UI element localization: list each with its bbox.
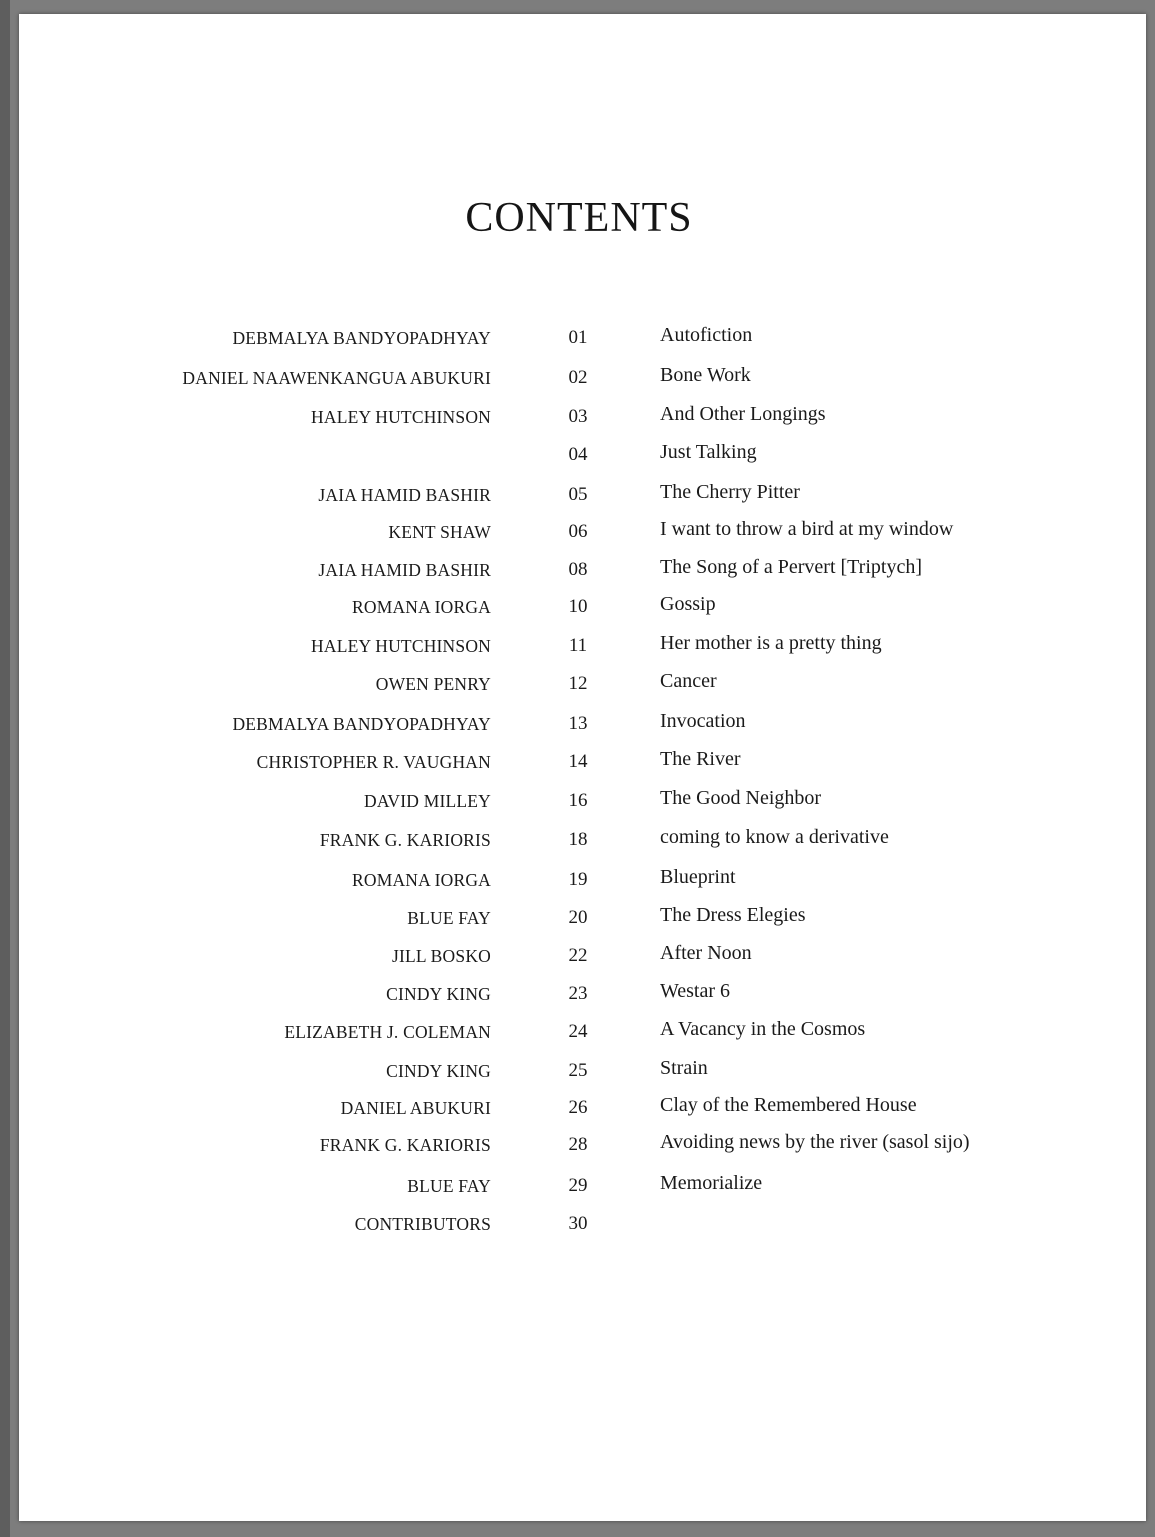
toc-entry-title: After Noon (660, 942, 752, 964)
toc-entry-author: CINDY KING (386, 984, 491, 1004)
toc-entry-page-number: 22 (568, 945, 588, 966)
toc-entry-title: Cancer (660, 670, 717, 692)
toc-entry-page-number: 14 (568, 751, 588, 772)
toc-entry-author: DAVID MILLEY (364, 791, 491, 811)
toc-entry-page-number: 18 (568, 829, 588, 850)
toc-entry (19, 364, 1146, 394)
toc-entry-title: The Good Neighbor (660, 787, 822, 809)
toc-entry-author: FRANK G. KARIORIS (319, 830, 491, 850)
toc-entry-page-number: 20 (568, 907, 588, 928)
toc-entry-author: DANIEL NAAWENKANGUA ABUKURI (182, 368, 491, 388)
toc-entry-title: coming to know a derivative (660, 826, 889, 848)
toc-entry-title: Westar 6 (660, 980, 731, 1002)
toc-entry (19, 1057, 1146, 1087)
toc-entry-author: HALEY HUTCHINSON (311, 407, 491, 427)
toc-entry (19, 441, 1146, 471)
toc-entry-page-number: 08 (568, 559, 588, 580)
toc-entry-page-number: 05 (568, 484, 588, 505)
toc-entry-author: JAIA HAMID BASHIR (318, 485, 491, 505)
toc-entry (19, 1210, 1146, 1240)
toc-entry (19, 942, 1146, 972)
toc-entry-author: CONTRIBUTORS (354, 1214, 491, 1234)
toc-entry-page-number: 01 (568, 327, 588, 348)
toc-entry (19, 904, 1146, 934)
toc-entry-author: BLUE FAY (407, 1176, 491, 1196)
toc-entry-title: Memorialize (660, 1172, 763, 1194)
toc-entry-author: DEBMALYA BANDYOPADHYAY (232, 328, 491, 348)
toc-entry (19, 632, 1146, 662)
toc-entry (19, 787, 1146, 817)
toc-entry-page-number: 19 (568, 869, 588, 890)
toc-entry-author: BLUE FAY (407, 908, 491, 928)
toc-entry-title: The Song of a Pervert [Triptych] (660, 556, 922, 578)
toc-entry-title: The Dress Elegies (660, 904, 806, 926)
toc-entry (19, 980, 1146, 1010)
toc-entry-page-number: 11 (568, 635, 588, 656)
toc-entry-page-number: 12 (568, 673, 588, 694)
toc-entry-page-number: 10 (568, 596, 588, 617)
toc-entry (19, 1172, 1146, 1202)
toc-entry-page-number: 04 (568, 444, 588, 465)
toc-entry-author: OWEN PENRY (375, 674, 491, 694)
document-page (19, 14, 1146, 1521)
toc-entry-author: CINDY KING (386, 1061, 491, 1081)
toc-entry-author: ROMANA IORGA (351, 597, 491, 617)
toc-entry-title: The Cherry Pitter (660, 481, 800, 503)
toc-entry-title: Clay of the Remembered House (660, 1094, 917, 1116)
toc-entry (19, 593, 1146, 623)
toc-entry-title: Bone Work (660, 364, 751, 386)
toc-entry-author: JAIA HAMID BASHIR (318, 560, 491, 580)
toc-entry-author: JILL BOSKO (391, 946, 491, 966)
toc-entry-title: Strain (660, 1057, 708, 1079)
toc-entry (19, 518, 1146, 548)
toc-entry-title: I want to throw a bird at my window (660, 518, 954, 540)
toc-entry (19, 710, 1146, 740)
toc-entry (19, 403, 1146, 433)
toc-entry-title: And Other Longings (660, 403, 826, 425)
toc-entry (19, 1131, 1146, 1161)
toc-entry-title: Autofiction (660, 324, 753, 346)
toc-entry-title: Avoiding news by the river (sasol sijo) (660, 1131, 970, 1153)
toc-entry (19, 556, 1146, 586)
toc-entry-title: Gossip (660, 593, 716, 615)
toc-entry-page-number: 24 (568, 1021, 588, 1042)
toc-entry-author: KENT SHAW (388, 522, 491, 542)
toc-entry (19, 1094, 1146, 1124)
toc-entry-page-number: 25 (568, 1060, 588, 1081)
toc-entry-page-number: 03 (568, 406, 588, 427)
toc-entry (19, 826, 1146, 856)
toc-entry-author: HALEY HUTCHINSON (311, 636, 491, 656)
toc-entry-page-number: 30 (568, 1213, 588, 1234)
toc-entry-page-number: 13 (568, 713, 588, 734)
toc-entry-author: CHRISTOPHER R. VAUGHAN (256, 752, 491, 772)
toc-entry (19, 481, 1146, 511)
toc-entry-author: ROMANA IORGA (351, 870, 491, 890)
toc-entry-author: DANIEL ABUKURI (340, 1098, 491, 1118)
page-title: CONTENTS (465, 195, 693, 241)
toc-entry-page-number: 29 (568, 1175, 588, 1196)
toc-entry-page-number: 16 (568, 790, 588, 811)
table-of-contents (19, 14, 1146, 1521)
toc-entry-title: Her mother is a pretty thing (660, 632, 882, 654)
toc-entry (19, 324, 1146, 354)
toc-entry-title: The River (660, 748, 741, 770)
toc-entry-page-number: 26 (568, 1097, 588, 1118)
toc-entry (19, 748, 1146, 778)
toc-entry-author: FRANK G. KARIORIS (319, 1135, 491, 1155)
toc-entry-title: Invocation (660, 710, 746, 732)
toc-entry-author: DEBMALYA BANDYOPADHYAY (232, 714, 491, 734)
toc-entry-title: Blueprint (660, 866, 736, 888)
toc-entry-title: Just Talking (660, 441, 757, 463)
viewer-side-strip (0, 0, 10, 1537)
toc-entry-page-number: 02 (568, 367, 588, 388)
toc-entry (19, 670, 1146, 700)
toc-entry-page-number: 06 (568, 521, 588, 542)
toc-entry-page-number: 23 (568, 983, 588, 1004)
toc-entry-author: ELIZABETH J. COLEMAN (284, 1022, 491, 1042)
toc-entry-title: A Vacancy in the Cosmos (660, 1018, 866, 1040)
toc-entry (19, 1018, 1146, 1048)
toc-entry (19, 866, 1146, 896)
toc-entry-page-number: 28 (568, 1134, 588, 1155)
